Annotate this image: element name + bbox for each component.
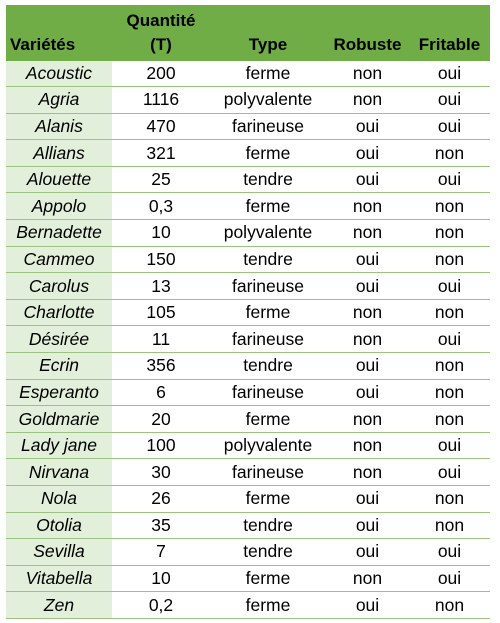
cell-robust[interactable]: oui xyxy=(326,353,409,380)
cell-type[interactable]: ferme xyxy=(210,140,326,167)
cell-variety[interactable]: Vitabella xyxy=(6,565,112,592)
cell-variety[interactable]: Esperanto xyxy=(6,379,112,406)
cell-type[interactable]: polyvalente xyxy=(210,87,326,114)
table-row xyxy=(6,459,490,486)
table-row xyxy=(6,166,490,193)
cell-variety[interactable]: Alouette xyxy=(6,166,112,193)
cell-robust[interactable]: non xyxy=(326,299,409,326)
cell-variety[interactable]: Nola xyxy=(6,486,112,513)
cell-quantity[interactable]: 150 xyxy=(112,246,210,273)
cell-type[interactable]: polyvalente xyxy=(210,432,326,459)
cell-quantity[interactable]: 25 xyxy=(112,166,210,193)
cell-variety[interactable]: Charlotte xyxy=(6,299,112,326)
cell-robust[interactable]: non xyxy=(326,60,409,87)
cell-robust[interactable]: non xyxy=(326,87,409,114)
cell-variety[interactable]: Zen xyxy=(6,592,112,619)
table-row xyxy=(6,299,490,326)
cell-type[interactable]: farineuse xyxy=(210,113,326,140)
cell-fryable[interactable]: oui xyxy=(409,539,490,566)
cell-type[interactable]: ferme xyxy=(210,592,326,619)
table-row xyxy=(6,87,490,114)
cell-type[interactable]: farineuse xyxy=(210,326,326,353)
cell-type[interactable]: ferme xyxy=(210,406,326,433)
cell-quantity[interactable]: 26 xyxy=(112,486,210,513)
header-varieties[interactable]: Variétés xyxy=(6,5,112,60)
table-row xyxy=(6,539,490,566)
cell-fryable[interactable]: non xyxy=(409,353,490,380)
cell-variety[interactable]: Désirée xyxy=(6,326,112,353)
header-quantity[interactable] xyxy=(112,5,210,60)
cell-type[interactable]: polyvalente xyxy=(210,220,326,247)
cell-variety[interactable]: Appolo xyxy=(6,193,112,220)
cell-robust[interactable]: oui xyxy=(326,539,409,566)
cell-robust[interactable]: non xyxy=(326,326,409,353)
cell-fryable[interactable]: oui xyxy=(409,432,490,459)
cell-fryable[interactable]: non xyxy=(409,246,490,273)
cell-robust[interactable]: non xyxy=(326,406,409,433)
table-row xyxy=(6,592,490,619)
cell-fryable[interactable]: non xyxy=(409,486,490,513)
cell-fryable[interactable]: oui xyxy=(409,113,490,140)
cell-fryable[interactable]: oui xyxy=(409,60,490,87)
cell-type[interactable]: tendre xyxy=(210,512,326,539)
table-row xyxy=(6,565,490,592)
cell-quantity[interactable]: 7 xyxy=(112,539,210,566)
cell-robust[interactable]: oui xyxy=(326,113,409,140)
cell-robust[interactable]: non xyxy=(326,432,409,459)
table-row xyxy=(6,379,490,406)
cell-variety[interactable]: Allians xyxy=(6,140,112,167)
cell-quantity[interactable]: 0,3 xyxy=(112,193,210,220)
table-row xyxy=(6,486,490,513)
table-row xyxy=(6,326,490,353)
cell-fryable[interactable]: oui xyxy=(409,273,490,300)
table-row xyxy=(6,273,490,300)
cell-fryable[interactable]: oui xyxy=(409,326,490,353)
cell-robust[interactable]: oui xyxy=(326,592,409,619)
cell-type[interactable]: ferme xyxy=(210,486,326,513)
cell-robust[interactable]: oui xyxy=(326,379,409,406)
cell-variety[interactable]: Nirvana xyxy=(6,459,112,486)
cell-robust[interactable]: oui xyxy=(326,246,409,273)
cell-variety[interactable]: Acoustic xyxy=(6,60,112,87)
cell-variety[interactable]: Ecrin xyxy=(6,353,112,380)
header-fryable[interactable]: Fritable xyxy=(409,5,490,60)
header-quantity-line1: Quantité xyxy=(126,10,196,30)
cell-fryable[interactable]: oui xyxy=(409,166,490,193)
cell-robust[interactable]: non xyxy=(326,193,409,220)
cell-fryable[interactable]: non xyxy=(409,379,490,406)
cell-quantity[interactable]: 35 xyxy=(112,512,210,539)
cell-robust[interactable]: oui xyxy=(326,512,409,539)
cell-fryable[interactable]: non xyxy=(409,193,490,220)
cell-quantity[interactable]: 470 xyxy=(112,113,210,140)
cell-fryable[interactable]: non xyxy=(409,592,490,619)
table-row xyxy=(6,246,490,273)
cell-type[interactable]: tendre xyxy=(210,246,326,273)
cell-quantity[interactable]: 0,2 xyxy=(112,592,210,619)
table-row xyxy=(6,60,490,87)
cell-fryable[interactable]: non xyxy=(409,299,490,326)
cell-quantity[interactable]: 30 xyxy=(112,459,210,486)
cell-robust[interactable]: non xyxy=(326,459,409,486)
table-row xyxy=(6,113,490,140)
cell-type[interactable]: ferme xyxy=(210,565,326,592)
cell-type[interactable]: farineuse xyxy=(210,273,326,300)
cell-fryable[interactable]: non xyxy=(409,512,490,539)
table-row xyxy=(6,353,490,380)
cell-quantity[interactable]: 100 xyxy=(112,432,210,459)
cell-type[interactable]: tendre xyxy=(210,353,326,380)
header-row xyxy=(6,5,490,60)
cell-quantity[interactable]: 200 xyxy=(112,60,210,87)
header-quantity-unit: (T) xyxy=(150,34,172,54)
cell-type[interactable]: ferme xyxy=(210,299,326,326)
table-row xyxy=(6,193,490,220)
cell-type[interactable]: tendre xyxy=(210,539,326,566)
cell-variety[interactable]: Bernadette xyxy=(6,220,112,247)
cell-quantity[interactable]: 20 xyxy=(112,406,210,433)
cell-quantity[interactable]: 321 xyxy=(112,140,210,167)
cell-robust[interactable]: non xyxy=(326,565,409,592)
table-row xyxy=(6,220,490,247)
table-row xyxy=(6,140,490,167)
cell-type[interactable]: ferme xyxy=(210,60,326,87)
table-row xyxy=(6,432,490,459)
cell-quantity[interactable]: 10 xyxy=(112,565,210,592)
cell-variety[interactable]: Goldmarie xyxy=(6,406,112,433)
cell-variety[interactable]: Cammeo xyxy=(6,246,112,273)
cell-robust[interactable]: oui xyxy=(326,140,409,167)
table-header xyxy=(6,5,490,60)
cell-type[interactable]: tendre xyxy=(210,166,326,193)
cell-variety[interactable]: Agria xyxy=(6,87,112,114)
cell-fryable[interactable]: non xyxy=(409,140,490,167)
cell-fryable[interactable]: non xyxy=(409,220,490,247)
cell-quantity[interactable]: 13 xyxy=(112,273,210,300)
cell-type[interactable]: farineuse xyxy=(210,379,326,406)
cell-quantity[interactable]: 1116 xyxy=(112,87,210,114)
cell-robust[interactable]: oui xyxy=(326,166,409,193)
cell-variety[interactable]: Carolus xyxy=(6,273,112,300)
cell-variety[interactable]: Otolia xyxy=(6,512,112,539)
cell-quantity[interactable]: 11 xyxy=(112,326,210,353)
cell-fryable[interactable]: oui xyxy=(409,459,490,486)
cell-quantity[interactable]: 6 xyxy=(112,379,210,406)
cell-fryable[interactable]: oui xyxy=(409,565,490,592)
header-type[interactable]: Type xyxy=(210,5,326,60)
cell-type[interactable]: farineuse xyxy=(210,459,326,486)
table-body xyxy=(6,60,490,618)
cell-fryable[interactable]: non xyxy=(409,406,490,433)
cell-quantity[interactable]: 356 xyxy=(112,353,210,380)
header-robust[interactable]: Robuste xyxy=(326,5,409,60)
potato-varieties-table xyxy=(6,5,490,619)
table-row xyxy=(6,406,490,433)
cell-variety[interactable]: Alanis xyxy=(6,113,112,140)
cell-quantity[interactable]: 105 xyxy=(112,299,210,326)
cell-fryable[interactable]: oui xyxy=(409,87,490,114)
cell-robust[interactable]: oui xyxy=(326,486,409,513)
cell-robust[interactable]: non xyxy=(326,220,409,247)
cell-variety[interactable]: Sevilla xyxy=(6,539,112,566)
cell-quantity[interactable]: 10 xyxy=(112,220,210,247)
cell-variety[interactable]: Lady jane xyxy=(6,432,112,459)
cell-type[interactable]: ferme xyxy=(210,193,326,220)
table-row xyxy=(6,512,490,539)
cell-robust[interactable]: oui xyxy=(326,273,409,300)
